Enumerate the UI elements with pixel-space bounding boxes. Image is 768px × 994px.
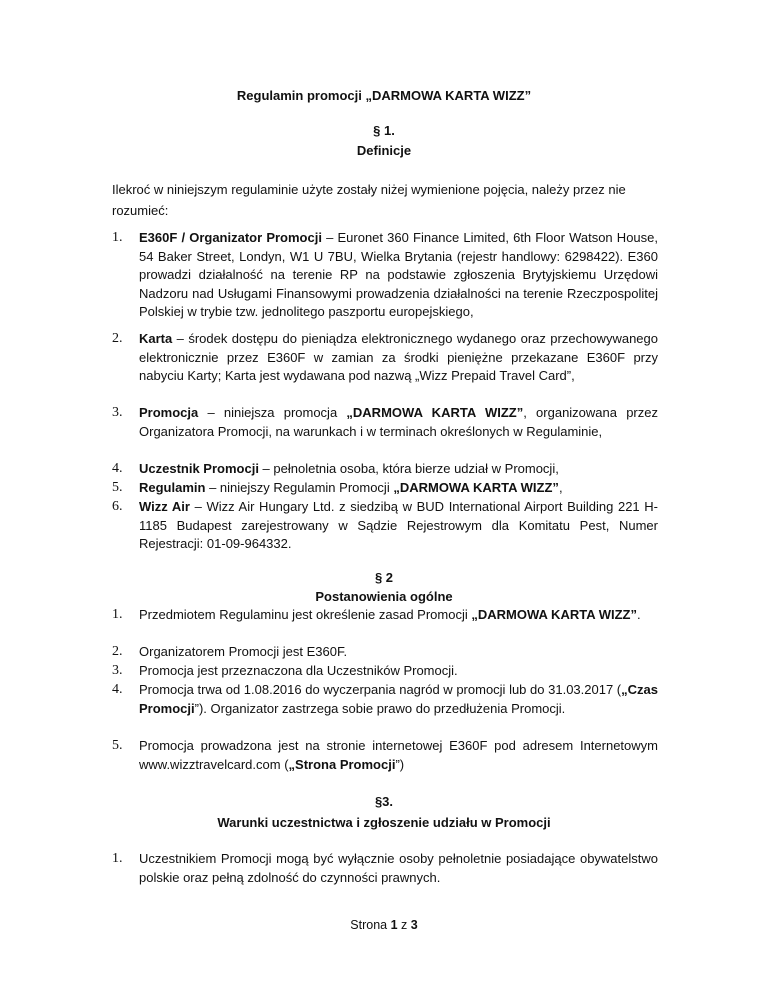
page-footer: Strona 1 z 3	[350, 918, 418, 932]
document-title: Regulamin promocji „DARMOWA KARTA WIZZ”	[236, 88, 532, 103]
list-item: 2. Karta – środek dostępu do pieniądza elektronicznego wydanego oraz przechowywanego elektronicznie przez E360F w zamian za środki pieniężne przekazane E360F przy nabyciu Karty; Karta jest wydawana pod nazwą „Wizz Prepaid Travel Card”,	[112, 331, 658, 384]
list-item: 5. Promocja prowadzona jest na stronie internetowej E360F pod adresem Internetowym www.wizztravelcard.com („Strona Promocji”)	[112, 738, 658, 772]
list-item: 3. Promocja jest przeznaczona dla Uczestników Promocji.	[112, 663, 458, 678]
list-item: 2. Organizatorem Promocji jest E360F.	[112, 644, 348, 659]
list-item: 1. Uczestnikiem Promocji mogą być wyłącznie osoby pełnoletnie posiadające obywatelstwo polskie oraz pełną zdolność do czynności prawnych.	[112, 851, 658, 885]
page-number: 1	[390, 918, 398, 932]
section-1-intro: Ilekroć w niniejszym regulaminie użyte zostały niżej wymienione pojęcia, należy przez nie rozumieć:	[112, 182, 626, 218]
section-1-heading: Definicje	[356, 143, 412, 158]
list-item: 4. Uczestnik Promocji – pełnoletnia osoba, która bierze udział w Promocji,	[112, 461, 559, 476]
list-item: 1. Przedmiotem Regulaminu jest określenie zasad Promocji „DARMOWA KARTA WIZZ”.	[112, 607, 641, 622]
list-item: 3. Promocja – niniejsza promocja „DARMOWA KARTA WIZZ”, organizowana przez Organizatora Promocji, na warunkach i w terminach określonych w Regulaminie,	[112, 405, 658, 439]
list-item: 5. Regulamin – niniejszy Regulamin Promocji „DARMOWA KARTA WIZZ”,	[112, 480, 563, 495]
definitions-list	[112, 229, 658, 554]
general-provisions-list	[112, 606, 658, 774]
list-item: 1. E360F / Organizator Promocji – Euronet 360 Finance Limited, 6th Floor Watson House, 54 Baker Street, Londyn, W1 U 7BU, Wielka Brytania (rejestr handlowy: 6298422). E360 prowadzi działalność na terenie RP na podstawie zgłoszenia Brytyjskiemu Urzędowi Nadzoru nad Usługami Finansowymi prowadzenia działalności na terenie Rzeczpospolitej Polskiej w trybie tzw. jednolitego paszportu europejskiego,	[112, 230, 658, 320]
section-2-number: § 2	[374, 570, 394, 585]
section-3-number: §3.	[374, 794, 394, 809]
list-item: 6. Wizz Air – Wizz Air Hungary Ltd. z siedzibą w BUD International Airport Building 221 H-1185 Budapest zarejestrowany w Sądzie Rejestrowym dla Komitatu Pest, Numer Rejestracji: 01-09-964332.	[112, 499, 658, 552]
page-total: 3	[410, 918, 418, 932]
list-item: 4. Promocja trwa od 1.08.2016 do wyczerpania nagród w promocji lub do 31.03.2017 („Czas Promocji”). Organizator zastrzega sobie prawo do przedłużenia Promocji.	[112, 682, 658, 716]
section-2-heading: Postanowienia ogólne	[315, 589, 453, 604]
section-1-number: § 1.	[373, 123, 395, 138]
section-3-heading: Warunki uczestnictwa i zgłoszenie udziału w Promocji	[217, 815, 551, 830]
participation-list	[112, 850, 658, 887]
